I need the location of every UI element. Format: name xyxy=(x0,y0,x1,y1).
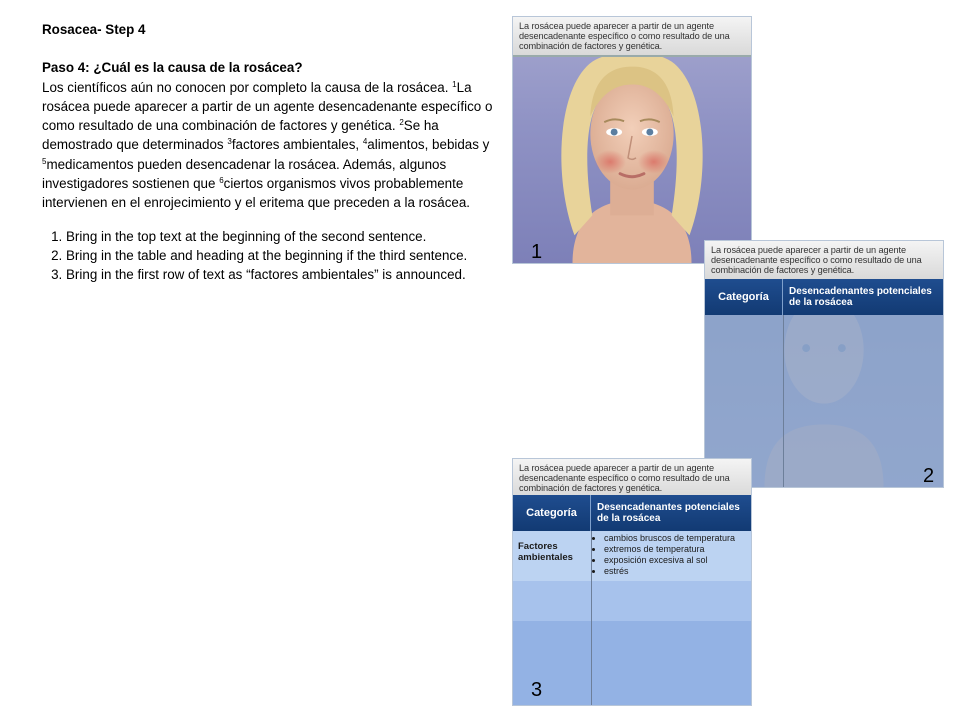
slide-number: 1 xyxy=(531,241,543,263)
sentence-3: ciertos organismos vivos probablemente intervienen en el enrojecimiento y el eritema que preceden a la rosácea. xyxy=(42,176,471,211)
caption-line: La rosácea puede aparecer a partir de un agente xyxy=(519,21,715,31)
ref-5: 5 xyxy=(42,156,47,166)
caption-line: combinación de factores y genética. xyxy=(519,41,663,51)
slide-caption xyxy=(513,459,751,499)
table-row xyxy=(513,621,751,705)
body-paragraph xyxy=(42,78,504,213)
caption-line: desencadenante específico o como resultado de una xyxy=(519,473,730,483)
slide-number: 3 xyxy=(531,679,543,701)
sentence-2b: factores ambientales, xyxy=(231,137,360,153)
trigger-item: • cambios bruscos de temperatura xyxy=(604,533,735,544)
instruction-item: 2. Bring in the table and heading at the beginning if the third sentence. xyxy=(66,246,504,265)
document-text xyxy=(42,20,504,285)
caption-line: La rosácea puede aparecer a partir de un agente xyxy=(519,463,715,473)
slide-3-thumbnail xyxy=(512,458,752,706)
trigger-item: • exposición excesiva al sol xyxy=(604,555,735,566)
ref-4: 4 xyxy=(362,137,368,147)
slide-caption xyxy=(513,17,751,57)
table-row xyxy=(513,531,751,582)
intro-sentence: Los científicos aún no conocen por completo la causa de la rosácea. xyxy=(42,79,449,95)
row-trigger-list xyxy=(593,533,735,577)
caption-line: combinación de factores y genética. xyxy=(711,265,855,275)
instruction-item: 1. Bring in the top text at the beginning of the second sentence. xyxy=(66,227,504,246)
trigger-item: • estrés xyxy=(604,566,735,577)
header-category: Categoría xyxy=(513,495,591,531)
sentence-2d: medicamentos pueden desencadenar la rosácea. Además, algunos investigadores sostienen que xyxy=(42,156,447,192)
step-heading: Paso 4: ¿Cuál es la causa de la rosácea? xyxy=(42,60,303,76)
ref-3: 3 xyxy=(227,137,232,147)
slide-2-thumbnail xyxy=(704,240,944,488)
row-category: Factores ambientales xyxy=(518,541,573,563)
table-body xyxy=(513,531,751,705)
trigger-item: • extremos de temperatura xyxy=(604,544,735,555)
sentence-2c: alimentos, bebidas y xyxy=(367,137,490,153)
caption-line: La rosácea puede aparecer a partir de un agente xyxy=(711,245,907,255)
sentence-2a: Se ha demostrado que determinados xyxy=(42,118,439,153)
header-triggers: Desencadenantes potenciales de la rosácea xyxy=(597,502,740,524)
table-header xyxy=(705,279,943,315)
document-title: Rosacea- Step 4 xyxy=(42,22,146,37)
triggers-table xyxy=(705,279,943,487)
table-row xyxy=(513,581,751,622)
slide-1-thumbnail xyxy=(512,16,752,264)
caption-line: combinación de factores y genética. xyxy=(519,483,663,493)
table-header xyxy=(513,495,751,531)
ref-2: 2 xyxy=(399,118,404,128)
ref-6: 6 xyxy=(219,176,224,186)
caption-line: desencadenante específico o como resultado de una xyxy=(519,31,730,41)
slide-caption xyxy=(705,241,943,281)
header-triggers: Desencadenantes potenciales de la rosácea xyxy=(789,286,932,308)
slide-number: 2 xyxy=(923,465,935,487)
ref-1: 1 xyxy=(452,79,457,89)
triggers-table xyxy=(513,495,751,705)
caption-line: desencadenante específico o como resultado de una xyxy=(711,255,922,265)
instruction-item: 3. Bring in the first row of text as “factores ambientales” is announced. xyxy=(66,265,504,284)
sentence-1: La rosácea puede aparecer a partir de un agente desencadenante específico o como resultado de una combinación de factores y genética. xyxy=(42,79,493,134)
header-category: Categoría xyxy=(705,279,783,315)
instruction-list xyxy=(42,227,504,285)
